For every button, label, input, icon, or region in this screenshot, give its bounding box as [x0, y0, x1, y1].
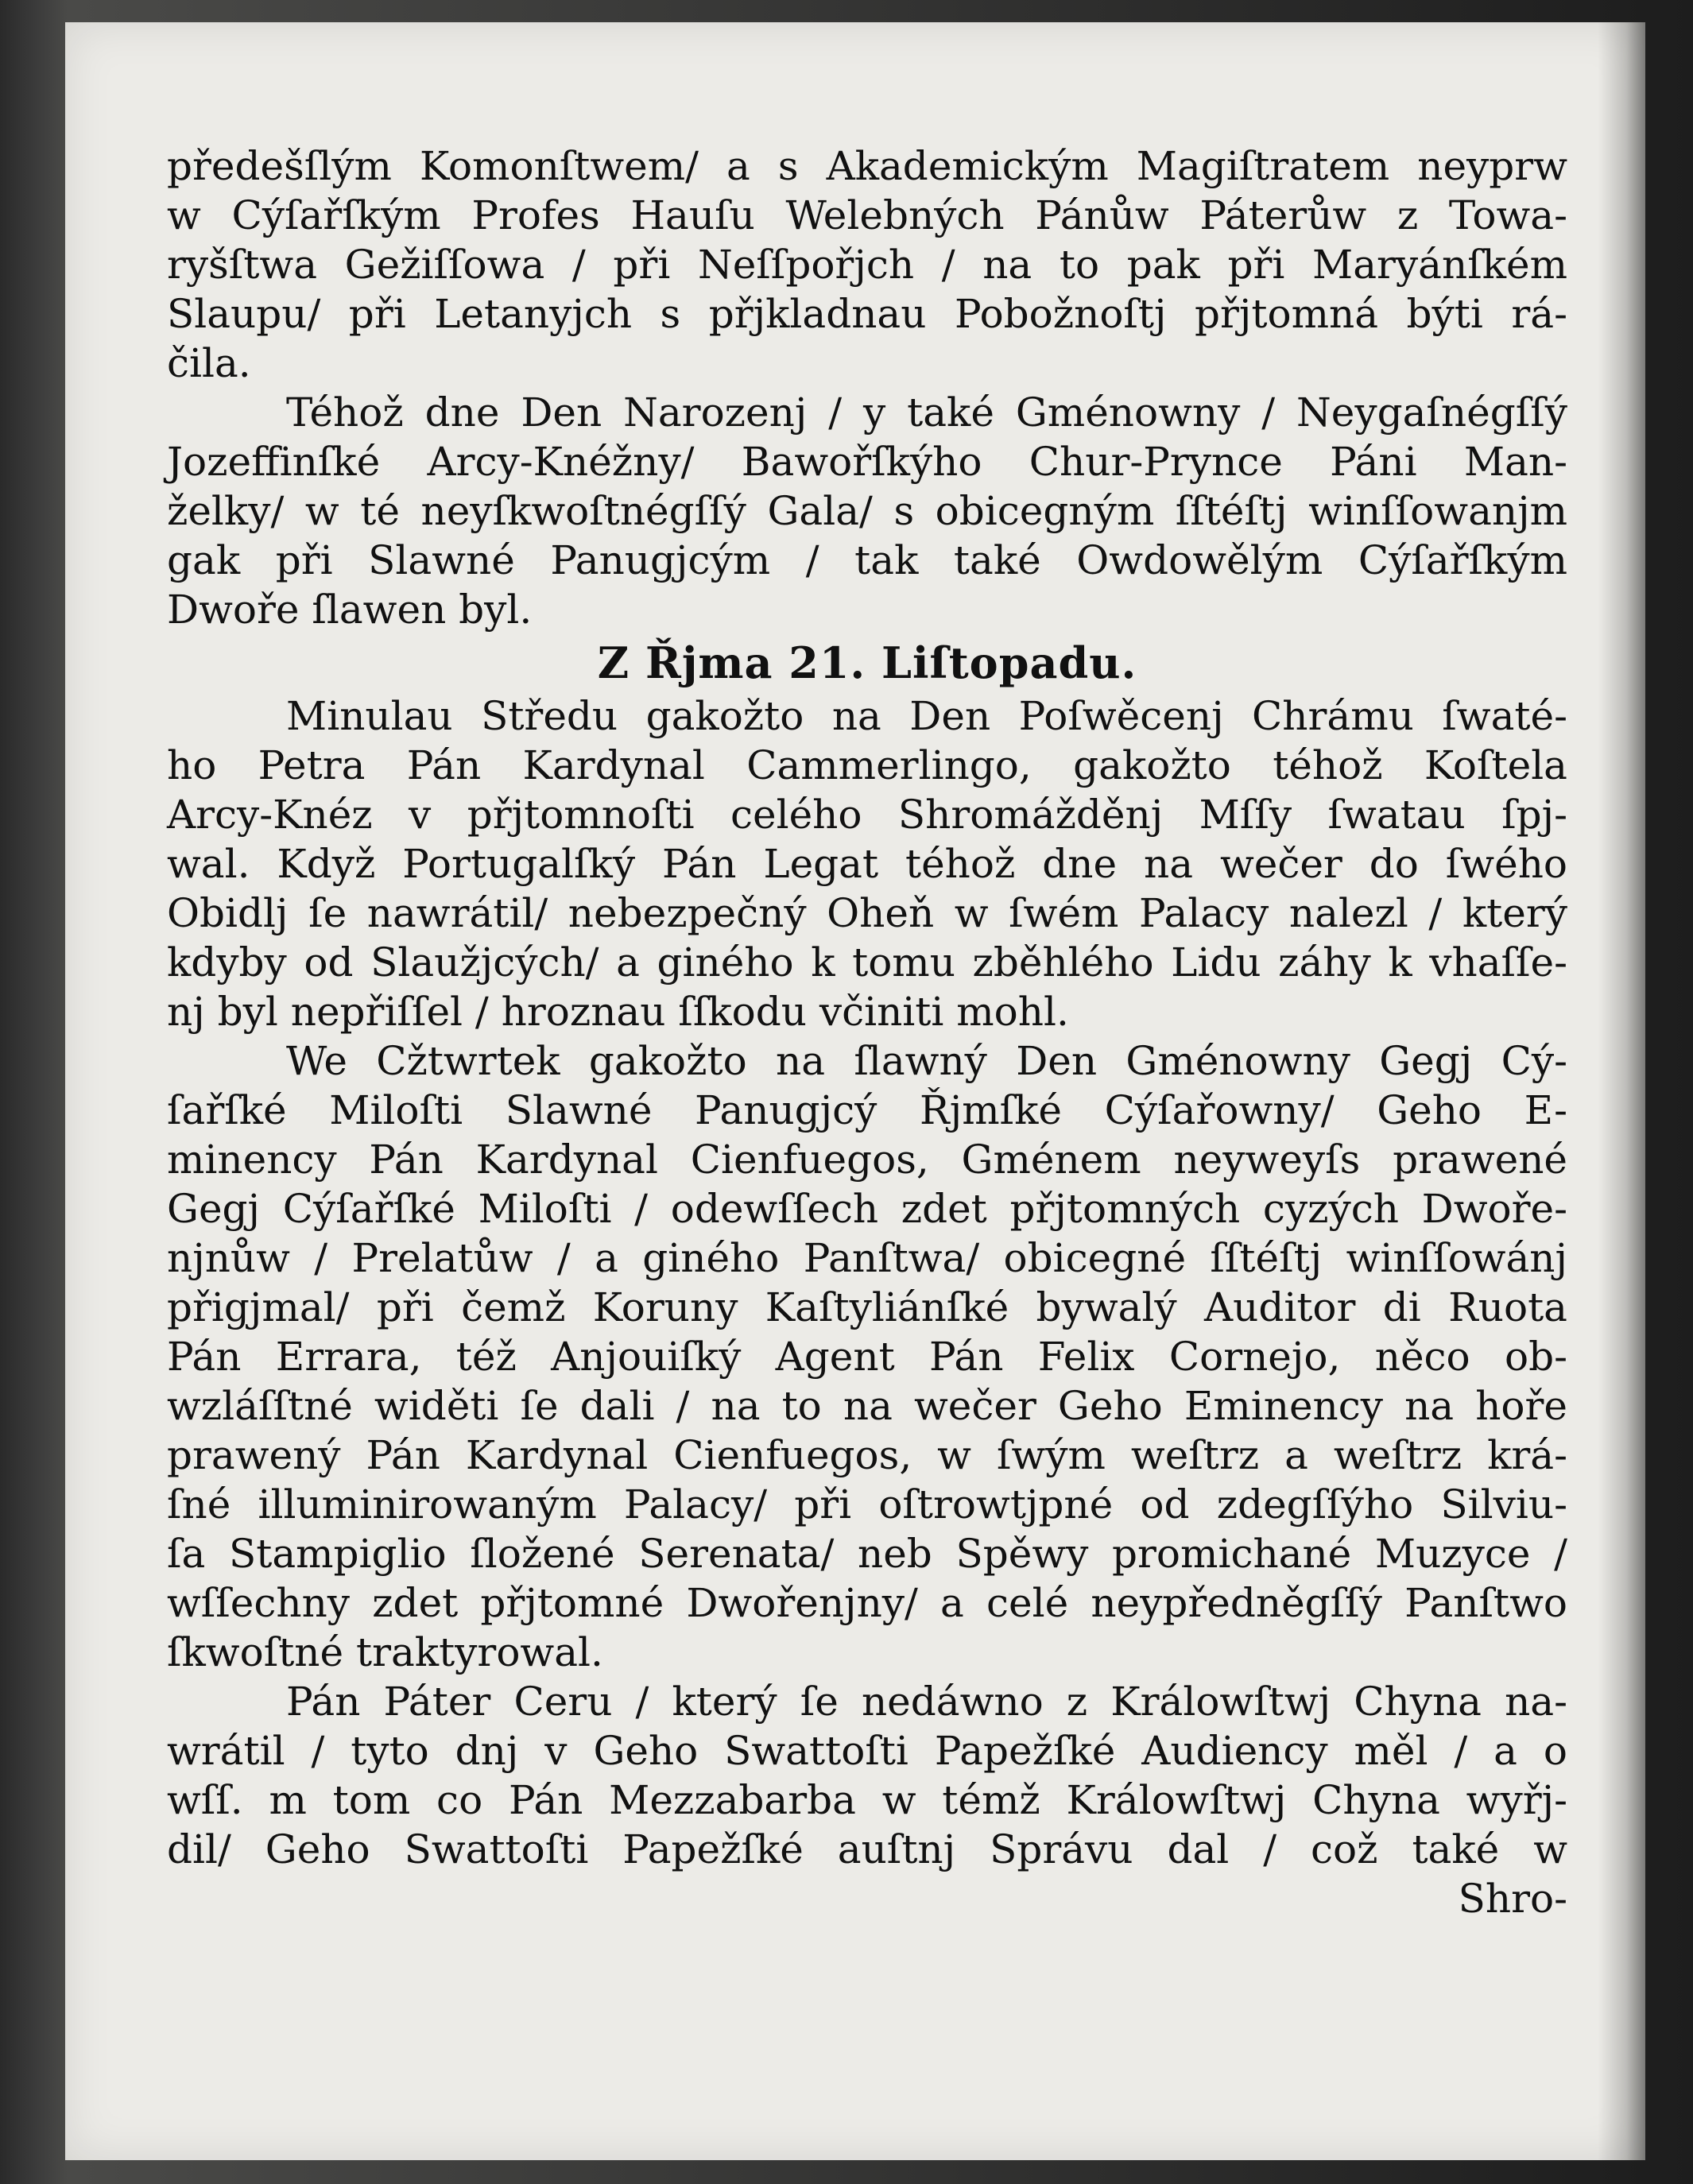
document-page [65, 22, 1645, 2160]
paragraph-4 [167, 1036, 1567, 1677]
text-line: předešſlým Komonſtwem/ a s Akademickým Magiſtratem neyprw [167, 143, 1567, 189]
text-line: Obidlj ſe nawrátil/ nebezpečný Oheň w ſwém Palacy nalezl / který [167, 890, 1567, 936]
text-line: kdyby od Slaužjcých/ a giného k tomu zběhlého Lidu záhy k vhaſſe- [167, 939, 1567, 986]
text-line: wrátil / tyto dnj v Geho Swattoſti Papežſké Audiency měl / a o [167, 1728, 1567, 1774]
text-line: ſkwoſtné traktyrowal. [167, 1629, 603, 1675]
text-line: njnůw / Prelatůw / a giného Panſtwa/ obicegné ſſtéſtj winſſowánj [167, 1235, 1567, 1281]
text-line: Arcy-Knéz v přjtomnoſti celého Shromážděnj Mſſy ſwatau ſpj- [167, 792, 1567, 838]
catchword: Shro- [1458, 1876, 1567, 1922]
text-line: Slaupu/ při Letanyjch s přjkladnau Pobožnoſtj přjtomná býti rá- [167, 291, 1567, 337]
text-line: Pán Páter Ceru / který ſe nedáwno z Králowſtwj Chyna na- [286, 1679, 1567, 1725]
text-line: wſſ. m tom co Pán Mezzabarba w témž Králowſtwj Chyna wyřj- [167, 1777, 1567, 1823]
text-line: Gegj Cýſařſké Miloſti / odewſſech zdet přjtomných cyzých Dwoře- [167, 1186, 1567, 1232]
text-line: Minulau Středu gakožto na Den Poſwěcenj Chrámu ſwaté- [286, 693, 1567, 739]
text-line: ſa Stampiglio ſložené Serenata/ neb Spěwy promichané Muzyce / [167, 1531, 1567, 1577]
text-line: Pán Errara, též Anjouiſký Agent Pán Felix Cornejo, něco ob- [167, 1334, 1567, 1380]
page-text [167, 141, 1567, 1923]
text-line: ho Petra Pán Kardynal Cammerlingo, gakožto téhož Koſtela [167, 742, 1567, 788]
text-line: nj byl nepřiſſel / hroznau ſſkodu včiniti mohl. [167, 989, 1069, 1035]
paragraph-5 [167, 1677, 1567, 1874]
paragraph-3 [167, 691, 1567, 1036]
text-line: wal. Když Portugalſký Pán Legat téhož dne na wečer do ſwého [167, 841, 1567, 887]
text-line: dil/ Geho Swattoſti Papežſké auſtnj Správu dal / což také w [167, 1826, 1567, 1872]
text-line: čila. [167, 340, 251, 386]
text-line: Jozeffinſké Arcy-Knéžny/ Bawořſkýho Chur-Prynce Páni Man- [167, 439, 1567, 485]
text-line: ryšſtwa Gežiſſowa / při Neſſpořjch / na to pak při Maryánſkém [167, 242, 1567, 288]
text-line: We Cžtwrtek gakožto na ſlawný Den Gménowny Gegj Cý- [286, 1038, 1567, 1084]
paragraph-1 [167, 141, 1567, 388]
section-heading: Z Řjma 21. Liſtopadu. [597, 637, 1137, 688]
text-line: minency Pán Kardynal Cienfuegos, Gménem neyweyſs prawené [167, 1137, 1567, 1183]
text-line: Dwoře ſlawen byl. [167, 587, 533, 633]
text-line: želky/ w té neyſkwoſtnégſſý Gala/ s obicegným ſſtéſtj winſſowanjm [167, 488, 1567, 534]
text-line: přigjmal/ při čemž Koruny Kaſtyliánſké bywalý Auditor di Ruota [167, 1284, 1567, 1330]
text-line: ſné illuminirowaným Palacy/ při oſtrowtjpné od zdegſſýho Silviu- [167, 1481, 1567, 1528]
text-line: ſařſké Miloſti Slawné Panugjcý Řjmſké Cýſařowny/ Geho E- [167, 1087, 1567, 1133]
text-line: gak při Slawné Panugjcým / tak také Owdowělým Cýſařſkým [167, 537, 1567, 583]
paragraph-2 [167, 388, 1567, 634]
text-line: Téhož dne Den Narozenj / y také Gménowny / Neygaſnégſſý [286, 389, 1567, 436]
page-edge-shadow [1598, 22, 1645, 2160]
text-line: wzláſſtné widěti ſe dali / na to na wečer Geho Eminency na hoře [167, 1383, 1567, 1429]
text-line: wſſechny zdet přjtomné Dwořenjny/ a celé neypředněgſſý Panſtwo [167, 1580, 1567, 1626]
text-line: w Cýſařſkým Profes Hauſu Welebných Pánůw Páterůw z Towa- [167, 192, 1567, 238]
text-line: prawený Pán Kardynal Cienfuegos, w ſwým weſtrz a weſtrz krá- [167, 1432, 1567, 1478]
